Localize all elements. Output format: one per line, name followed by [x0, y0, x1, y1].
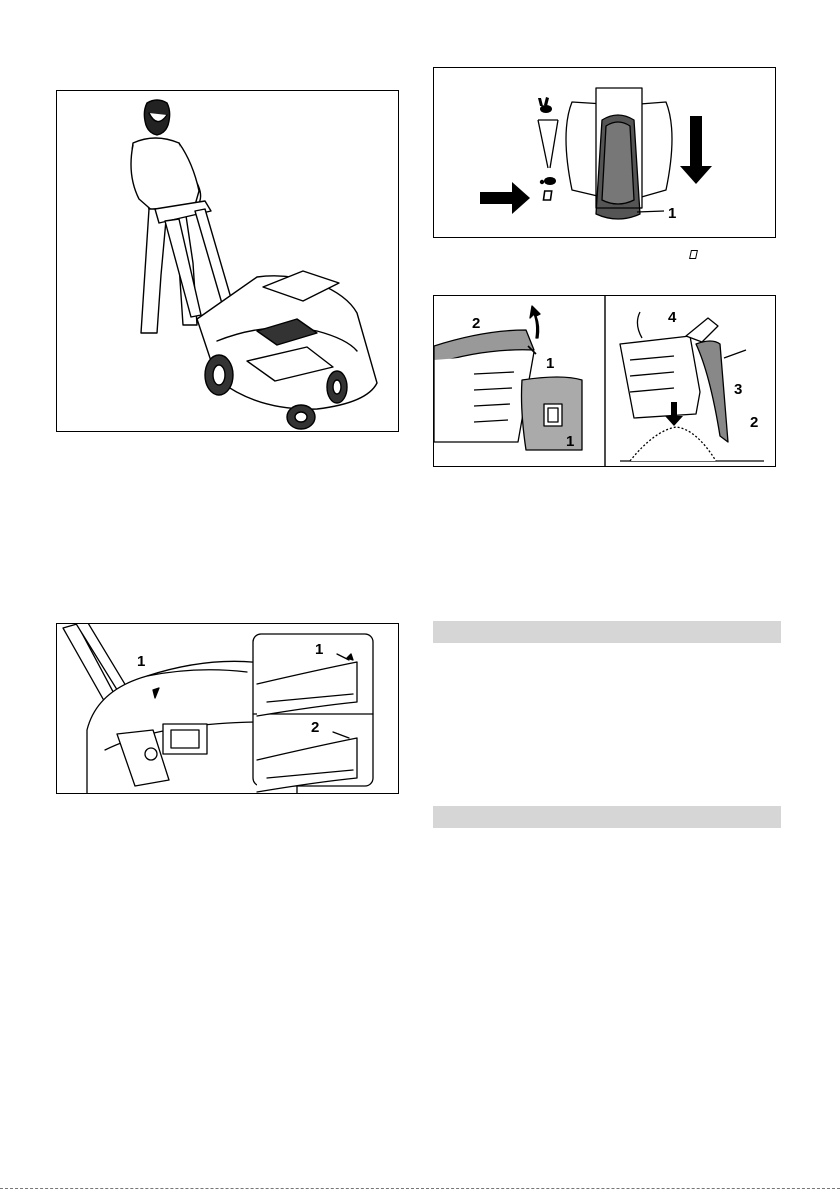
square-outline-icon — [543, 191, 551, 200]
operator-mowing-illustration — [57, 91, 399, 432]
arrow-up-curved-icon — [530, 306, 540, 338]
speed-lever-illustration — [434, 68, 776, 238]
inset-callout-2: 2 — [311, 719, 320, 736]
inset-callout-1: 1 — [315, 641, 324, 658]
page-bottom-rule — [0, 1188, 840, 1189]
rabbit-icon — [538, 97, 552, 113]
arrow-down-icon — [680, 116, 712, 184]
callout-2: 2 — [750, 414, 759, 431]
section-header-bar — [433, 621, 781, 643]
callout-1: 1 — [137, 653, 146, 670]
callout-3: 3 — [734, 381, 743, 398]
fill-indicator-illustration — [57, 624, 399, 794]
turtle-icon — [540, 177, 556, 185]
figure-operator-mowing — [56, 90, 399, 432]
figure-fill-indicator — [56, 623, 399, 794]
figure-catcher — [433, 295, 776, 467]
section-header-bar — [433, 806, 781, 828]
callout-1-inset: 1 — [566, 433, 575, 450]
arrow-right-icon — [480, 182, 530, 214]
catcher-illustration — [434, 296, 776, 467]
square-outline-icon — [689, 250, 698, 259]
figure-speed-lever — [433, 67, 776, 238]
callout-1: 1 — [668, 205, 677, 222]
callout-4: 4 — [668, 309, 677, 326]
callout-1: 1 — [546, 355, 555, 372]
callout-2: 2 — [472, 315, 481, 332]
